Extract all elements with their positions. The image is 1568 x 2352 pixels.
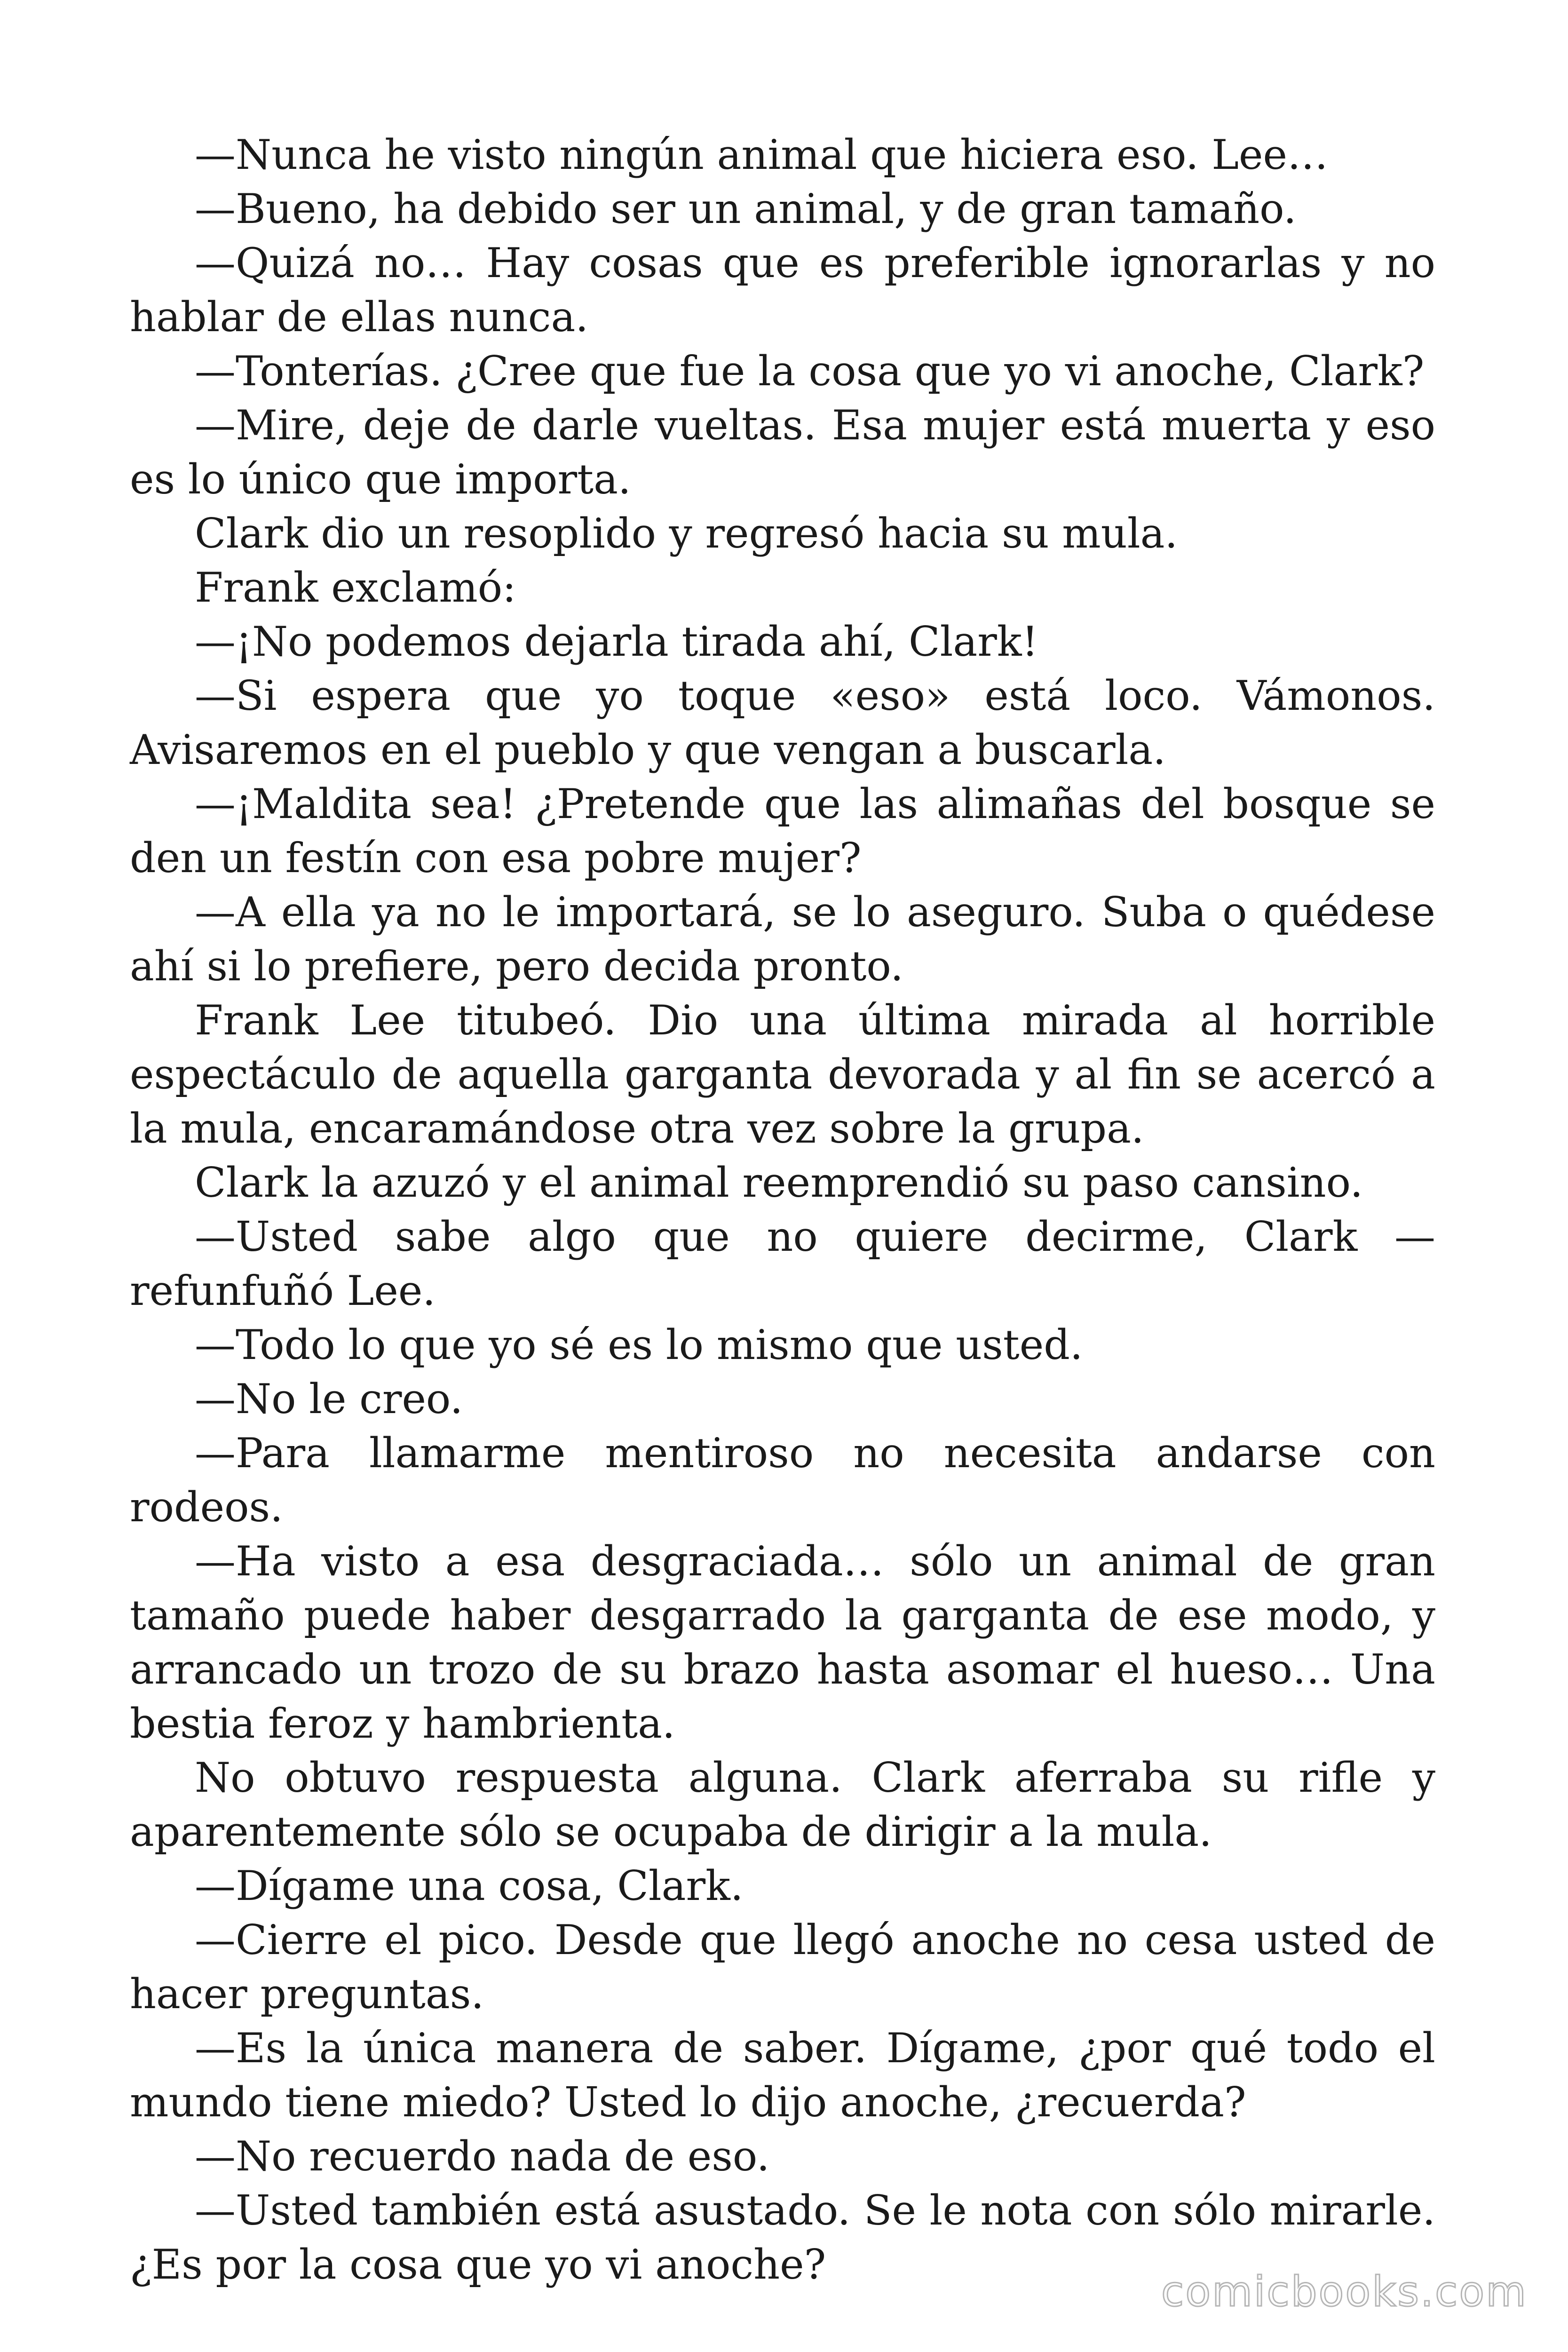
paragraph: —Tonterías. ¿Cree que fue la cosa que yo vi anoche, Clark? (195, 347, 1425, 395)
paragraph: —A ella ya no le importará, se lo aseguro. Suba o quédese ahí si lo prefiere, pero decida pronto. (130, 888, 1435, 990)
paragraph: —Cierre el pico. Desde que llegó anoche no cesa usted de hacer preguntas. (130, 1916, 1435, 2018)
paragraph: Clark dio un resoplido y regresó hacia su mula. (195, 509, 1178, 557)
paragraph: Clark la azuzó y el animal reemprendió su paso cansino. (195, 1159, 1363, 1207)
paragraph: —Es la única manera de saber. Dígame, ¿por qué todo el mundo tiene miedo? Usted lo dijo anoche, ¿recuerda? (130, 2024, 1435, 2126)
paragraph: —Nunca he visto ningún animal que hiciera eso. Lee… (195, 131, 1329, 179)
paragraph: —¡Maldita sea! ¿Pretende que las alimañas del bosque se den un festín con esa pobre mujer? (130, 780, 1435, 882)
watermark: comicbooks.com (1161, 2267, 1528, 2316)
paragraph: Frank Lee titubeó. Dio una última mirada al horrible espectáculo de aquella garganta devorada y al fin se acercó a la mula, encaramándose otra vez sobre la grupa. (130, 996, 1435, 1152)
paragraph: —Para llamarme mentiroso no necesita andarse con rodeos. (130, 1429, 1435, 1531)
paragraph: —Todo lo que yo sé es lo mismo que usted. (195, 1321, 1083, 1369)
paragraph: —No le creo. (195, 1375, 463, 1423)
paragraph: —No recuerdo nada de eso. (195, 2132, 770, 2180)
paragraph: —Bueno, ha debido ser un animal, y de gran tamaño. (195, 185, 1297, 233)
paragraph: —Usted también está asustado. Se le nota con sólo mirarle. ¿Es por la cosa que yo vi anoche? (130, 2186, 1435, 2288)
page-body (130, 128, 1435, 2292)
paragraph: —¡No podemos dejarla tirada ahí, Clark! (195, 618, 1038, 666)
paragraph: —Ha visto a esa desgraciada… sólo un animal de gran tamaño puede haber desgarrado la garganta de ese modo, y arrancado un trozo de su brazo hasta asomar el hueso… Una bestia feroz y hambrienta. (130, 1537, 1435, 1748)
paragraph: —Mire, deje de darle vueltas. Esa mujer está muerta y eso es lo único que importa. (130, 401, 1435, 503)
paragraph: —Quizá no… Hay cosas que es preferible ignorarlas y no hablar de ellas nunca. (130, 239, 1435, 341)
paragraph: —Dígame una cosa, Clark. (195, 1862, 744, 1910)
paragraph: —Si espera que yo toque «eso» está loco. Vámonos. Avisaremos en el pueblo y que vengan a buscarla. (130, 672, 1435, 774)
paragraph: No obtuvo respuesta alguna. Clark aferraba su rifle y aparentemente sólo se ocupaba de dirigir a la mula. (130, 1754, 1435, 1856)
paragraph: —Usted sabe algo que no quiere decirme, Clark —refunfuñó Lee. (130, 1213, 1435, 1315)
paragraph: Frank exclamó: (195, 564, 516, 612)
